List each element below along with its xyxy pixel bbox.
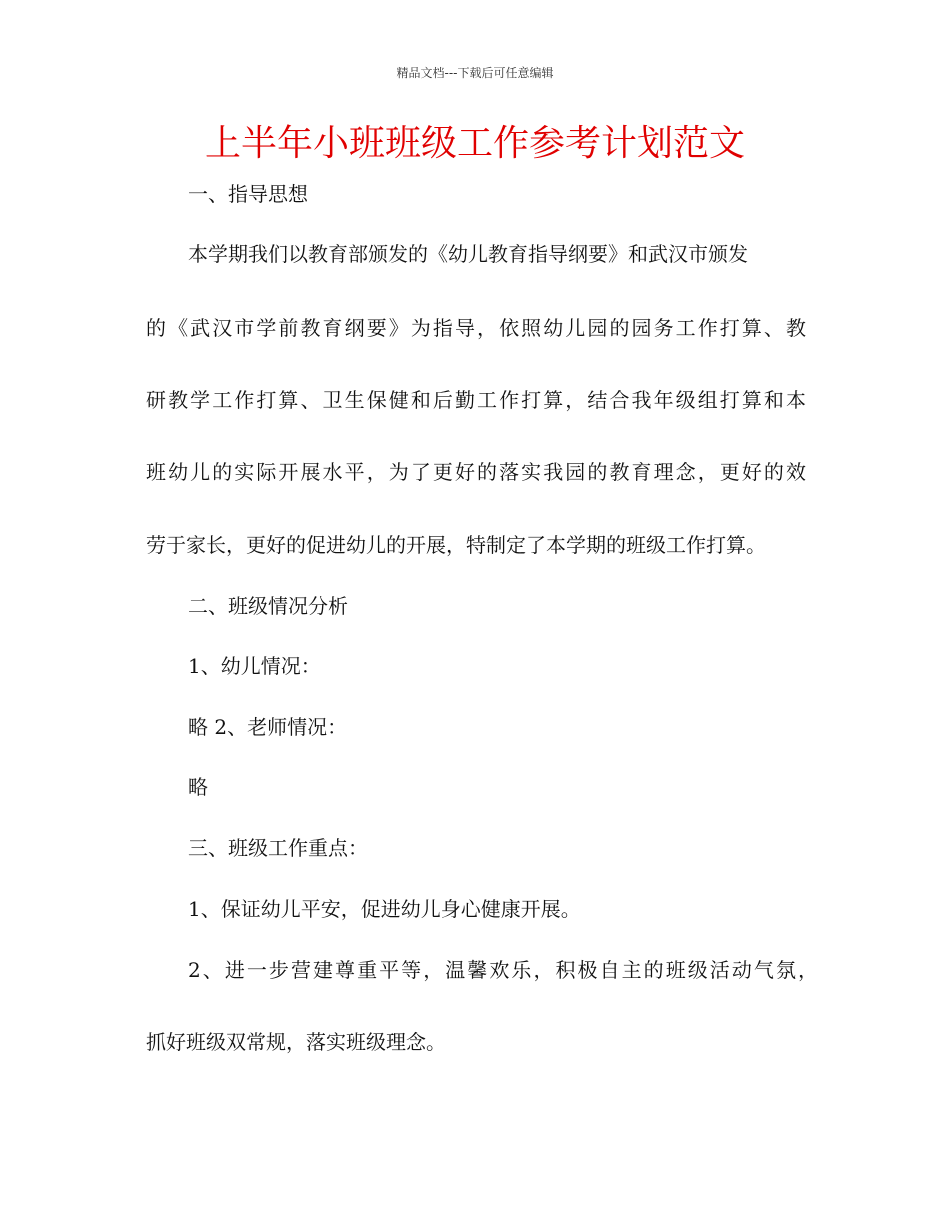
section-heading-class-analysis: 二、班级情况分析: [188, 594, 348, 618]
section-heading-work-focus: 三、班级工作重点：: [188, 836, 368, 860]
section-heading-guiding-ideology: 一、指导思想: [188, 182, 308, 206]
work-point-2-line: 抓好班级双常规，落实班级理念。: [146, 1030, 446, 1054]
teachers-content: 略: [188, 775, 208, 799]
document-title: 上半年小班班级工作参考计划范文: [204, 123, 745, 164]
work-point-1: 1、保证幼儿平安，促进幼儿身心健康开展。: [188, 897, 581, 921]
subheading-teachers: 略 2、老师情况：: [188, 715, 348, 739]
paragraph-line: 的《武汉市学前教育纲要》为指导，依照幼儿园的园务工作打算、教: [146, 316, 806, 340]
subheading-children: 1、幼儿情况：: [188, 654, 321, 678]
page-header: 精品文档---下载后可任意编辑: [396, 66, 554, 80]
work-point-2-line: 2、进一步营建尊重平等，温馨欢乐，积极自主的班级活动气氛，: [188, 958, 818, 982]
paragraph-line: 班幼儿的实际开展水平，为了更好的落实我园的教育理念，更好的效: [146, 460, 806, 484]
paragraph-line: 本学期我们以教育部颁发的《幼儿教育指导纲要》和武汉市颁发: [188, 242, 748, 266]
paragraph-line: 劳于家长，更好的促进幼儿的开展，特制定了本学期的班级工作打算。: [146, 533, 766, 557]
paragraph-line: 研教学工作打算、卫生保健和后勤工作打算，结合我年级组打算和本: [146, 388, 806, 412]
